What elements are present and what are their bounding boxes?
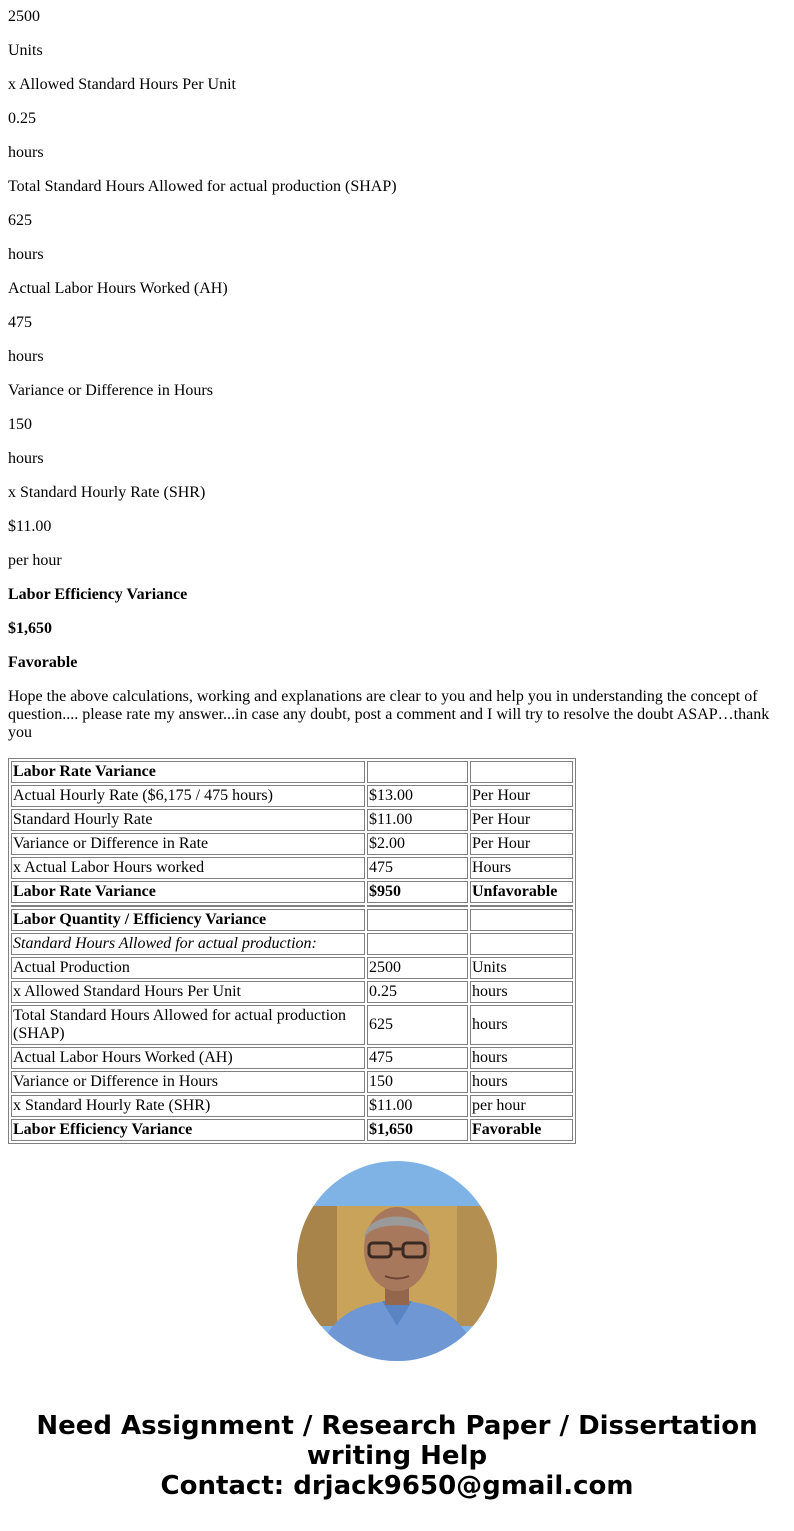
table-separator (11, 905, 573, 907)
table-total-row (11, 1119, 573, 1141)
calc-line: x Standard Hourly Rate (SHR) (8, 484, 206, 501)
calc-line: 2500 (8, 8, 40, 25)
table-row (11, 833, 573, 855)
cell-value (367, 909, 468, 931)
cell-unit: Unfavorable (470, 881, 573, 903)
cell-unit (470, 761, 573, 783)
cell-value: 475 (367, 857, 468, 879)
calc-line: Total Standard Hours Allowed for actual production (SHAP) (8, 178, 397, 195)
calc-line: Units (8, 42, 43, 59)
calc-line: hours (8, 450, 44, 467)
calc-line: 150 (8, 416, 32, 433)
calc-line: $11.00 (8, 518, 52, 535)
cell-value: 625 (367, 1005, 468, 1045)
cell-label: Labor Efficiency Variance (11, 1119, 365, 1141)
footer-line-help: Need Assignment / Research Paper / Dissertation writing Help (36, 1411, 758, 1471)
cell-label: x Actual Labor Hours worked (11, 857, 365, 879)
footer-line-contact: Contact: drjack9650@gmail.com (160, 1471, 634, 1501)
cell-unit: Per Hour (470, 833, 573, 855)
calc-line: Favorable (8, 654, 78, 671)
table-section-header (11, 761, 573, 783)
author-avatar (297, 1161, 497, 1361)
variance-table (8, 758, 576, 1144)
cell-unit: hours (470, 981, 573, 1003)
calc-line: Actual Labor Hours Worked (AH) (8, 280, 228, 297)
cell-unit: hours (470, 1071, 573, 1093)
table-total-row (11, 881, 573, 903)
cell-value: $11.00 (367, 809, 468, 831)
calc-line: $1,650 (8, 620, 52, 637)
cell-label: Labor Quantity / Efficiency Variance (11, 909, 365, 931)
cell-value: $1,650 (367, 1119, 468, 1141)
cell-unit: hours (470, 1005, 573, 1045)
labor-efficiency-section (11, 909, 573, 1141)
table-row (11, 981, 573, 1003)
cell-label: Labor Rate Variance (11, 881, 365, 903)
cell-value: $2.00 (367, 833, 468, 855)
cell-label: Standard Hourly Rate (11, 809, 365, 831)
cell-label: Standard Hours Allowed for actual production: (11, 933, 365, 955)
cell-label: Variance or Difference in Rate (11, 833, 365, 855)
cell-label: Actual Hourly Rate ($6,175 / 475 hours) (11, 785, 365, 807)
cell-unit: Favorable (470, 1119, 573, 1141)
calc-line: Labor Efficiency Variance (8, 586, 188, 603)
cell-unit (470, 909, 573, 931)
cell-label: Variance or Difference in Hours (11, 1071, 365, 1093)
cell-value (367, 933, 468, 955)
table-section-header (11, 909, 573, 931)
calc-line: hours (8, 246, 44, 263)
table-row (11, 1095, 573, 1117)
author-portrait-icon (297, 1161, 497, 1361)
calc-line: 0.25 (8, 110, 36, 127)
cell-label: Actual Production (11, 957, 365, 979)
cell-label: Labor Rate Variance (11, 761, 365, 783)
calc-line: x Allowed Standard Hours Per Unit (8, 76, 236, 93)
footer-promo (0, 1411, 794, 1501)
table-row (11, 957, 573, 979)
table-row (11, 1071, 573, 1093)
cell-value: 475 (367, 1047, 468, 1069)
cell-unit (470, 933, 573, 955)
cell-value: 150 (367, 1071, 468, 1093)
cell-label: Total Standard Hours Allowed for actual production (SHAP) (11, 1005, 365, 1045)
document-body (0, 8, 794, 1144)
calc-line: hours (8, 348, 44, 365)
cell-value (367, 761, 468, 783)
cell-value: $13.00 (367, 785, 468, 807)
table-row (11, 1005, 573, 1045)
calc-line: Variance or Difference in Hours (8, 382, 213, 399)
cell-label: x Allowed Standard Hours Per Unit (11, 981, 365, 1003)
cell-value: 2500 (367, 957, 468, 979)
table-row (11, 1047, 573, 1069)
table-subheader (11, 933, 573, 955)
cell-unit: Hours (470, 857, 573, 879)
calc-line: hours (8, 144, 44, 161)
cell-unit: per hour (470, 1095, 573, 1117)
cell-value: $11.00 (367, 1095, 468, 1117)
calc-line: 625 (8, 212, 32, 229)
cell-label: Actual Labor Hours Worked (AH) (11, 1047, 365, 1069)
cell-unit: hours (470, 1047, 573, 1069)
cell-value: 0.25 (367, 981, 468, 1003)
closing-note: Hope the above calculations, working and explanations are clear to you and help you in understanding the concept of question.... please rate my answer...in case any doubt, post a comment and I will try to resolve the doubt ASAP…thank you (8, 688, 770, 741)
cell-unit: Per Hour (470, 809, 573, 831)
cell-unit: Units (470, 957, 573, 979)
calc-line: per hour (8, 552, 62, 569)
table-row (11, 785, 573, 807)
cell-label: x Standard Hourly Rate (SHR) (11, 1095, 365, 1117)
cell-unit: Per Hour (470, 785, 573, 807)
calculation-lines (8, 8, 786, 672)
labor-rate-section (11, 761, 573, 903)
cell-value: $950 (367, 881, 468, 903)
table-row (11, 809, 573, 831)
table-row (11, 857, 573, 879)
calc-line: 475 (8, 314, 32, 331)
